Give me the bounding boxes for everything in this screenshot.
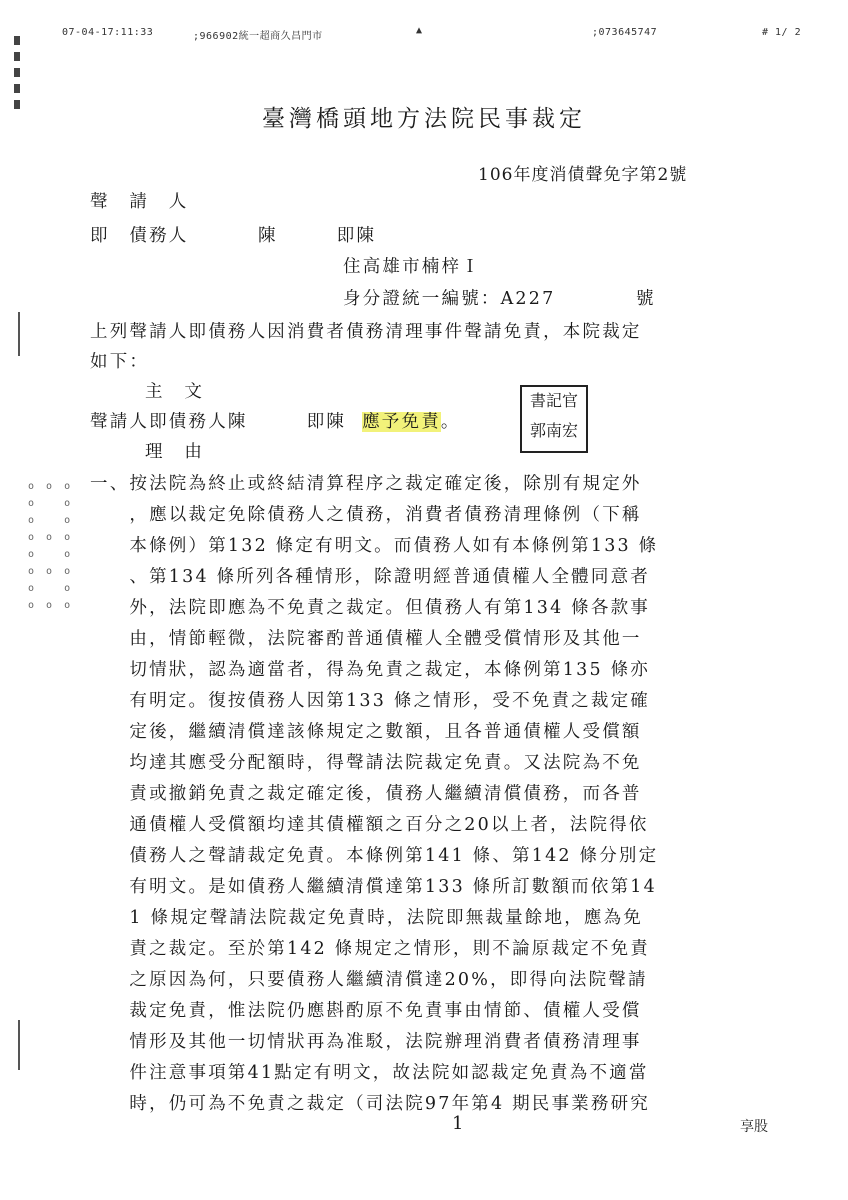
reason-line: ，應以裁定免除債務人之債務，消費者債務清理條例（下稱 xyxy=(90,505,642,525)
intro-line: 上列聲請人即債務人因消費者債務清理事件聲請免責，本院裁定 xyxy=(90,322,642,342)
scan-margin-line xyxy=(18,312,20,356)
reason-line: 有明定。復按債務人因第133 條之情形，受不免責之裁定確 xyxy=(90,691,650,711)
division-label: 享股 xyxy=(740,1119,768,1135)
reason-line: 裁定免責，惟法院仍應斟酌原不免責事由情節、債權人受償 xyxy=(90,1001,642,1021)
case-number: 106年度消債聲免字第2號 xyxy=(478,165,688,185)
reason-heading: 理 由 xyxy=(145,442,205,462)
reason-line: 定後，繼續清償達該條規定之數額，且各普通債權人受償額 xyxy=(90,722,642,742)
document-title: 臺灣橋頭地方法院民事裁定 xyxy=(262,106,586,132)
clerk-seal xyxy=(520,385,588,453)
reason-line: 之原因為何，只要債務人繼續清償達20%，即得向法院聲請 xyxy=(90,970,648,990)
reason-line: 1 條規定聲請法院裁定免責時，法院即無裁量餘地，應為免 xyxy=(90,908,643,928)
main-ruling-highlight: 應予免責 xyxy=(362,412,441,432)
fax-arrow-icon: ▲ xyxy=(416,25,423,36)
scan-margin-line xyxy=(18,1020,20,1070)
main-ruling-prefix: 聲請人即債務人陳 即陳 xyxy=(90,412,347,432)
reason-line: 責之裁定。至於第142 條規定之情形，則不論原裁定不免責 xyxy=(90,939,650,959)
main-ruling xyxy=(90,408,461,433)
fax-page: # 1/ 2 xyxy=(762,27,802,38)
binding-holes: o o o o o o o o o o o o o o o o o o o o xyxy=(28,481,71,611)
reason-line: 、第134 條所列各種情形，除證明經普通債權人全體同意者 xyxy=(90,567,650,587)
reason-line: 情形及其他一切情狀再為准駁，法院辦理消費者債務清理事 xyxy=(90,1032,642,1052)
scan-edge-mark xyxy=(14,68,20,77)
reason-line: 件注意事項第41點定有明文，故法院如認裁定免責為不適當 xyxy=(90,1063,649,1083)
reason-line: 通債權人受償額均達其債權額之百分之20以上者，法院得依 xyxy=(90,815,649,835)
party-role-applicant: 聲 請 人 xyxy=(90,192,189,212)
scan-edge-mark xyxy=(14,84,20,93)
reason-line: 本條例）第132 條定有明文。而債務人如有本條例第133 條 xyxy=(90,536,659,556)
reason-line: 由，情節輕微，法院審酌普通債權人全體受償情形及其他一 xyxy=(90,629,642,649)
party-role-debtor: 即 債務人 xyxy=(90,226,189,246)
main-ruling-suffix: 。 xyxy=(440,412,461,432)
reason-line: 切情狀，認為適當者，得為免責之裁定，本條例第135 條亦 xyxy=(90,660,650,680)
party-id-label: 身分證統一編號：A227 xyxy=(343,289,556,309)
reason-line: 均達其應受分配額時，得聲請法院裁定免責。又法院為不免 xyxy=(90,753,642,773)
main-heading: 主 文 xyxy=(145,382,205,402)
seal-title: 書記官 xyxy=(529,391,578,410)
reason-line: 債務人之聲請裁定免責。本條例第141 條、第142 條分別定 xyxy=(90,846,659,866)
reason-line: 時，仍可為不免責之裁定（司法院97年第4 期民事業務研究 xyxy=(90,1094,650,1114)
reason-line: 一、按法院為終止或終結清算程序之裁定確定後，除別有規定外 xyxy=(90,474,642,494)
scan-edge-mark xyxy=(14,52,20,61)
fax-number: ;073645747 xyxy=(592,27,658,38)
party-id-suffix: 號 xyxy=(636,289,656,309)
seal-name: 郭南宏 xyxy=(529,421,578,440)
page-number: 1 xyxy=(452,1113,464,1134)
reason-line: 外，法院即應為不免責之裁定。但債務人有第134 條各款事 xyxy=(90,598,650,618)
party-name: 陳 即陳 xyxy=(258,226,377,246)
intro-line: 如下： xyxy=(90,352,150,372)
reason-line: 有明文。是如債務人繼續清償達第133 條所訂數額而依第14 xyxy=(90,877,657,897)
fax-datetime: 07-04-17:11:33 xyxy=(62,27,154,38)
party-address: 住高雄市楠梓Ｉ xyxy=(343,257,481,277)
reason-line: 責或撤銷免責之裁定確定後，債務人繼續清償債務，而各普 xyxy=(90,784,642,804)
scan-edge-mark xyxy=(14,36,20,45)
fax-sender: ;966902統一超商久昌門市 xyxy=(193,31,323,42)
